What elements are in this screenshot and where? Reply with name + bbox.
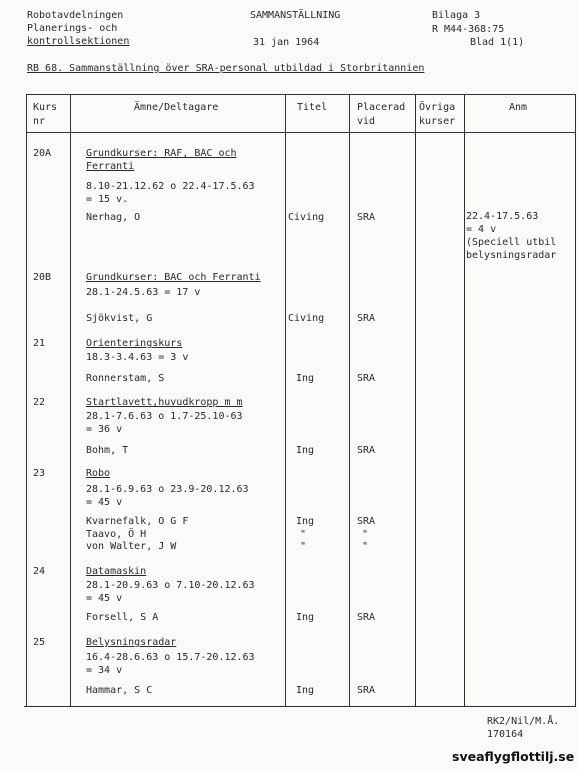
header-amne: Ämne/Deltagare xyxy=(134,102,219,113)
participant-place: SRA xyxy=(357,612,376,623)
course-name: Grundkurser: RAF, BAC och xyxy=(86,148,237,159)
course-dates: 8.10-21.12.62 o 22.4-17.5.63 xyxy=(86,181,255,192)
participant-place: SRA xyxy=(357,373,376,384)
participant-title: " xyxy=(300,529,307,540)
participant-name: Kvarnefalk, O G F xyxy=(86,516,189,527)
participant-title: Ing xyxy=(296,516,315,527)
participant-name: Ronnerstam, S xyxy=(86,373,165,384)
participant-name: Taavo, Ö H xyxy=(86,529,147,540)
participant-place: " xyxy=(362,541,369,552)
participant-name: Hammar, S C xyxy=(86,685,153,696)
header-placerad: Placerad xyxy=(357,102,406,113)
course-duration: = 15 v. xyxy=(86,194,129,205)
document-title: SAMMANSTÄLLNING xyxy=(250,10,341,21)
participant-name: von Walter, J W xyxy=(86,541,177,552)
course-duration: = 45 v xyxy=(86,593,123,604)
header-titel: Titel xyxy=(297,102,328,113)
participant-name: Nerhag, O xyxy=(86,212,141,223)
table-header-divider xyxy=(26,132,576,133)
course-dates: 28.1-20.9.63 o 7.10-20.12.63 xyxy=(86,580,255,591)
participant-place: SRA xyxy=(357,685,376,696)
course-duration: = 36 v xyxy=(86,424,123,435)
reference-number: R M44-368:75 xyxy=(432,24,505,35)
course-name: Belysningsradar xyxy=(86,637,177,648)
course-number: 21 xyxy=(33,338,46,349)
col-divider xyxy=(464,94,465,706)
remark: (Speciell utbil xyxy=(466,237,557,248)
participant-title: Ing xyxy=(296,445,315,456)
course-name: Startlavett,huvudkropp m m xyxy=(86,397,243,408)
header-kurs: Kurs xyxy=(33,102,58,113)
course-number: 22 xyxy=(33,397,46,408)
col-divider xyxy=(415,94,416,706)
bilaga-label: Bilaga 3 xyxy=(432,10,481,21)
header-ovriga: Övriga xyxy=(419,102,456,113)
course-name: Robo xyxy=(86,468,111,479)
course-dates: 18.3-3.4.63 = 3 v xyxy=(86,352,189,363)
course-name: Ferranti xyxy=(86,161,135,172)
header-vid: vid xyxy=(357,116,376,127)
participant-place: SRA xyxy=(357,212,376,223)
header-anm: Anm xyxy=(509,102,528,113)
course-name: Grundkurser: BAC och Ferranti xyxy=(86,272,261,283)
org-line-3: kontrollsektionen xyxy=(27,36,130,47)
course-number: 24 xyxy=(33,566,46,577)
participant-place: " xyxy=(362,529,369,540)
footer-code: RK2/Nil/M.Å. xyxy=(487,716,560,727)
participant-title: Civing xyxy=(288,313,325,324)
course-number: 23 xyxy=(33,468,46,479)
course-number: 25 xyxy=(33,637,46,648)
remark: belysningsradar xyxy=(466,250,557,261)
org-line-2: Planerings- och xyxy=(27,23,118,34)
course-name: Datamaskin xyxy=(86,566,147,577)
watermark: sveaflygflottilj.se xyxy=(452,749,575,764)
participant-name: Sjökvist, G xyxy=(86,313,153,324)
subject-line: RB 68. Sammanställning över SRA-personal utbildad i Storbritannien xyxy=(27,63,425,74)
remark: = 4 v xyxy=(466,224,497,235)
course-number: 20B xyxy=(33,272,52,283)
course-dates: 28.1-7.6.63 o 1.7-25.10-63 xyxy=(86,411,243,422)
participant-place: SRA xyxy=(357,516,376,527)
participant-title: Ing xyxy=(296,685,315,696)
header-nr: nr xyxy=(33,116,46,127)
course-duration: = 45 v xyxy=(86,497,123,508)
col-divider xyxy=(26,94,27,706)
header-kurser: kurser xyxy=(419,116,456,127)
table-top-border xyxy=(26,94,576,95)
col-divider xyxy=(349,94,350,706)
participant-name: Forsell, S A xyxy=(86,612,159,623)
course-dates: 28.1-6.9.63 o 23.9-20.12.63 xyxy=(86,484,249,495)
course-duration: = 34 v xyxy=(86,665,123,676)
col-divider xyxy=(575,94,576,706)
participant-name: Bohm, T xyxy=(86,445,129,456)
participant-title: Civing xyxy=(288,212,325,223)
participant-title: " xyxy=(300,541,307,552)
table-bottom-border xyxy=(24,706,576,707)
course-dates: 28.1-24.5.63 = 17 v xyxy=(86,287,201,298)
page-count: Blad 1(1) xyxy=(470,37,525,48)
participant-place: SRA xyxy=(357,313,376,324)
participant-place: SRA xyxy=(357,445,376,456)
col-divider xyxy=(70,94,71,706)
course-number: 20A xyxy=(33,148,52,159)
col-divider xyxy=(285,94,286,706)
course-name: Orienteringskurs xyxy=(86,338,183,349)
footer-date-code: 170164 xyxy=(487,729,524,740)
course-dates: 16.4-28.6.63 o 15.7-20.12.63 xyxy=(86,652,255,663)
participant-title: Ing xyxy=(296,373,315,384)
participant-title: Ing xyxy=(296,612,315,623)
remark: 22.4-17.5.63 xyxy=(466,211,539,222)
org-line-1: Robotavdelningen xyxy=(27,10,124,21)
document-date: 31 jan 1964 xyxy=(253,37,320,48)
